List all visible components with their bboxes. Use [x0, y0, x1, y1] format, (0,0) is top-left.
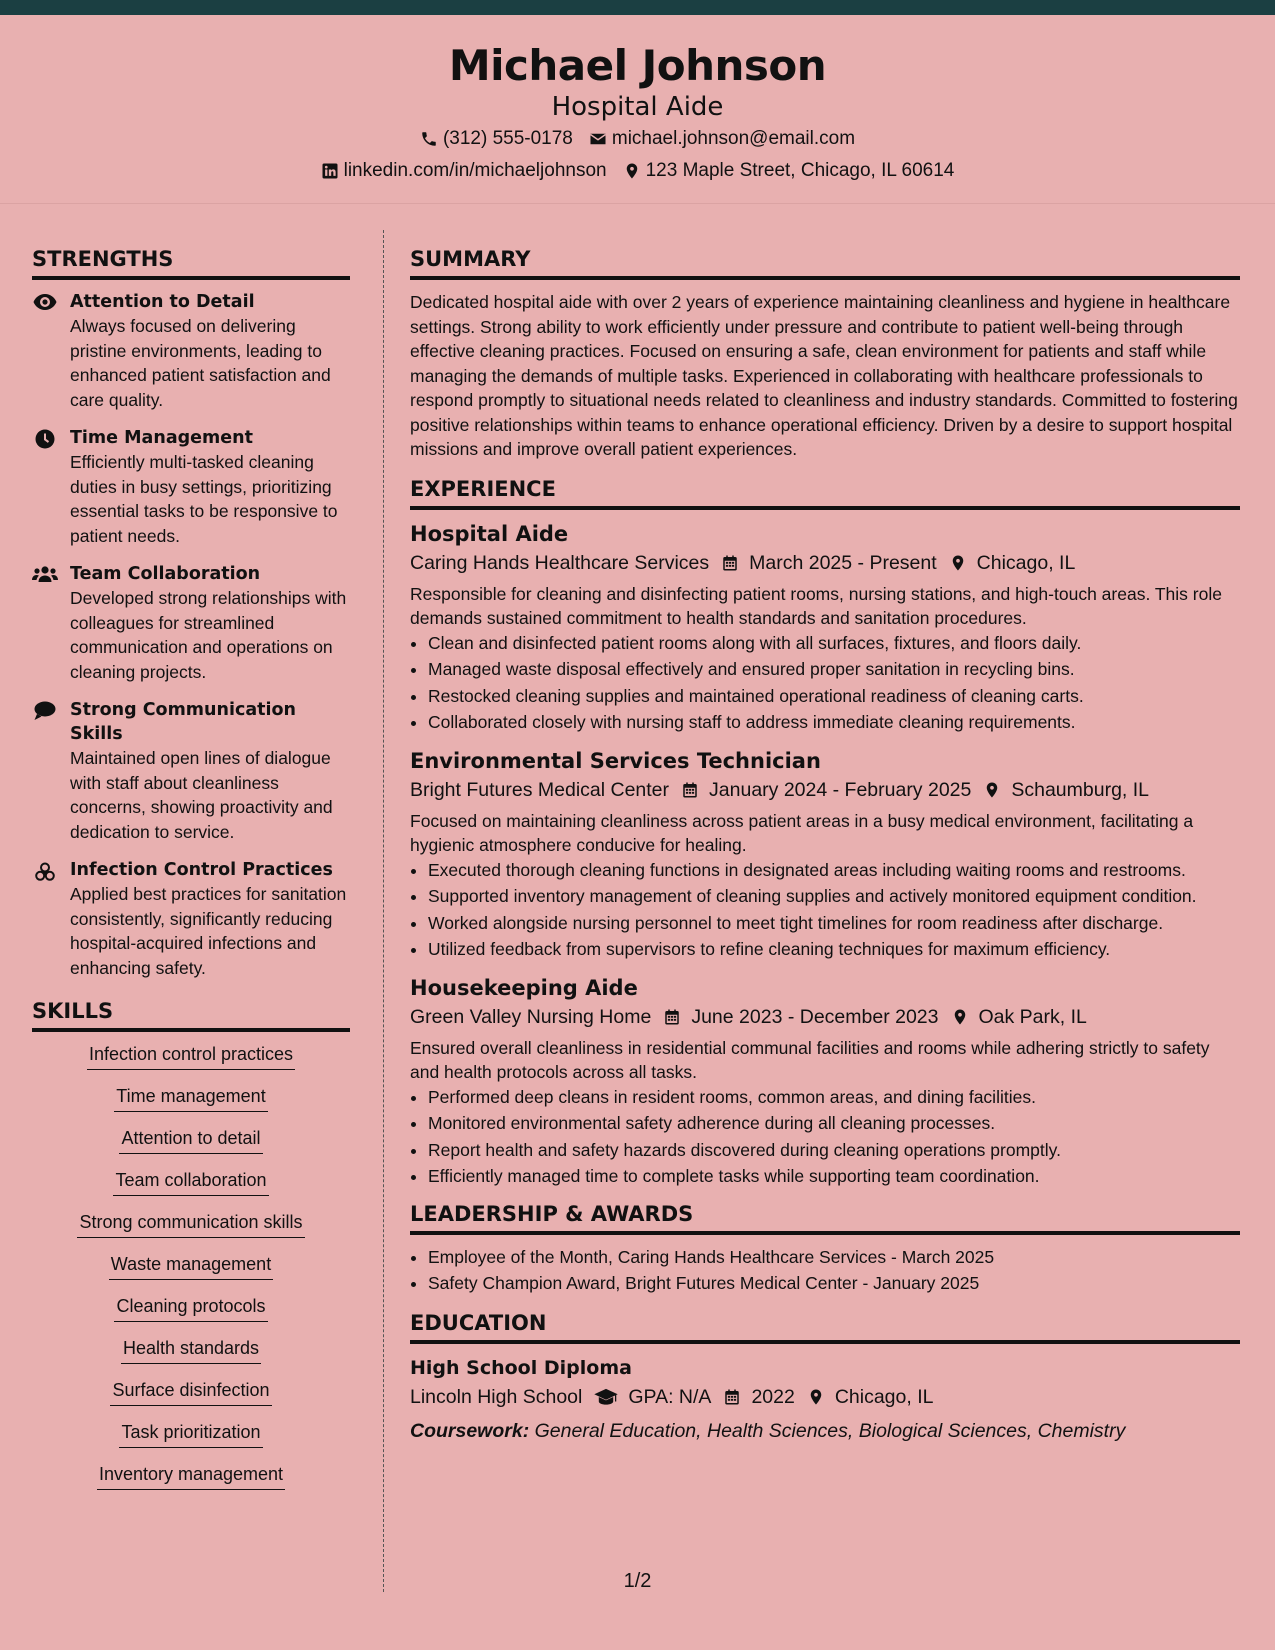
- awards-list: [410, 1245, 1240, 1296]
- address-text: 123 Maple Street, Chicago, IL 60614: [645, 160, 955, 181]
- map-pin-icon: [949, 554, 967, 572]
- list-item: • Worked alongside nursing personnel to meet tight timelines for room readiness after discharge.: [428, 911, 1240, 936]
- strength-item: [32, 562, 350, 684]
- linkedin-text: linkedin.com/in/michaeljohnson: [343, 160, 607, 181]
- candidate-title: Hospital Aide: [551, 92, 724, 122]
- job-meta: [410, 775, 1240, 805]
- users-icon: [32, 565, 58, 583]
- header-separator: [0, 203, 1275, 204]
- map-pin-icon: [623, 162, 641, 180]
- skill-tag: Infection control practices: [87, 1042, 295, 1070]
- contact-row-1: [0, 123, 1275, 155]
- strength-item: [32, 698, 350, 844]
- calendar-icon: [681, 781, 699, 799]
- coursework: [410, 1416, 1240, 1446]
- biohazard-icon: [34, 861, 56, 883]
- skills-heading: SKILLS: [32, 998, 350, 1032]
- skill-tag: Team collaboration: [113, 1168, 268, 1196]
- strength-name: Infection Control Practices: [70, 860, 333, 880]
- list-item: • Efficiently managed time to complete tasks while supporting team coordination.: [428, 1164, 1240, 1189]
- job-description: Ensured overall cleanliness in residential communal facilities and rooms while adhering strictly to safety and health protocols across all tasks.: [410, 1037, 1210, 1082]
- job-dates: January 2024 - February 2025: [709, 778, 972, 801]
- right-column: [410, 246, 1240, 1446]
- list-item: • Clean and disinfected patient rooms along with all surfaces, fixtures, and floors daily.: [428, 631, 1240, 656]
- summary-text: Dedicated hospital aide with over 2 years of experience maintaining cleanliness and hygiene in healthcare settings. Strong ability to work efficiently under pressure and contribute to patient well-being through effective cleaning practices. Focused on ensuring a safe, clean environment for patients and staff while managing the demands of multiple tasks. Experienced in collaborating with healthcare professionals to respond promptly to situational needs related to cleanliness and industry standards. Committed to fostering positive relationships within teams to enhance operational efficiency. Driven by a desire to support hospital missions and improve overall patient experiences.: [410, 292, 1238, 459]
- skills-list: [32, 1042, 350, 1504]
- email-contact[interactable]: [589, 123, 855, 155]
- page-number: 1/2: [623, 1570, 652, 1592]
- job-title: Hospital Aide: [410, 521, 569, 546]
- calendar-icon: [723, 1388, 741, 1406]
- job-description: Responsible for cleaning and disinfecting patient rooms, nursing stations, and high-touch areas. This role demands sustained commitment to health standards and sanitation procedures.: [410, 583, 1222, 628]
- list-item: • Restocked cleaning supplies and maintained operational readiness of cleaning carts.: [428, 684, 1240, 709]
- column-divider: [383, 230, 384, 1592]
- company-name: Bright Futures Medical Center: [410, 778, 670, 801]
- map-pin-icon: [983, 781, 1001, 799]
- graduation-year: 2022: [751, 1385, 795, 1408]
- map-pin-icon: [807, 1388, 825, 1406]
- contact-row-2: [0, 155, 1275, 187]
- strength-item: [32, 290, 350, 412]
- list-item: • Monitored environmental safety adherence during all cleaning processes.: [428, 1111, 1240, 1136]
- list-item: • Safety Champion Award, Bright Futures Medical Center - January 2025: [428, 1271, 1240, 1296]
- job-title: Housekeeping Aide: [410, 975, 638, 1000]
- awards-heading: LEADERSHIP & AWARDS: [410, 1201, 1240, 1235]
- skill-tag: Cleaning protocols: [114, 1294, 267, 1322]
- strength-name: Attention to Detail: [70, 292, 255, 312]
- job-location: Chicago, IL: [976, 551, 1076, 574]
- strength-name: Time Management: [70, 428, 253, 448]
- candidate-name: Michael Johnson: [448, 41, 827, 90]
- skill-tag: Health standards: [121, 1336, 261, 1364]
- job-entry: [410, 974, 1240, 1189]
- gpa-text: GPA: N/A: [628, 1385, 712, 1408]
- eye-icon: [33, 293, 57, 311]
- list-item: • Employee of the Month, Caring Hands Healthcare Services - March 2025: [428, 1245, 1240, 1270]
- job-entry: [410, 747, 1240, 962]
- list-item: • Supported inventory management of cleaning supplies and actively monitored equipment condition.: [428, 884, 1240, 909]
- list-item: • Managed waste disposal effectively and ensured proper sanitation in recycling bins.: [428, 657, 1240, 682]
- skill-tag: Strong communication skills: [77, 1210, 304, 1238]
- email-text: michael.johnson@email.com: [611, 128, 856, 149]
- job-title: Environmental Services Technician: [410, 748, 821, 773]
- education-heading: EDUCATION: [410, 1310, 1240, 1344]
- top-bar: [0, 0, 1275, 15]
- list-item: • Collaborated closely with nursing staff to address immediate cleaning requirements.: [428, 710, 1240, 735]
- list-item: • Executed thorough cleaning functions in designated areas including waiting rooms and restrooms.: [428, 858, 1240, 883]
- strength-item: [32, 858, 350, 980]
- skill-tag: Task prioritization: [119, 1420, 262, 1448]
- job-description: Focused on maintaining cleanliness across patient areas in a busy medical environment, facilitating a hygienic atmosphere conducive for healing.: [410, 810, 1194, 855]
- skill-tag: Surface disinfection: [110, 1378, 271, 1406]
- strength-name: Team Collaboration: [70, 564, 261, 584]
- phone-contact[interactable]: [420, 123, 573, 155]
- phone-text: (312) 555-0178: [442, 128, 573, 149]
- clock-icon: [35, 429, 55, 449]
- list-item: • Performed deep cleans in resident rooms, common areas, and dining facilities.: [428, 1085, 1240, 1110]
- calendar-icon: [663, 1008, 681, 1026]
- strength-desc: Applied best practices for sanitation consistently, significantly reducing hospital-acquired infections and enhancing safety.: [70, 884, 347, 978]
- skill-tag: Waste management: [109, 1252, 273, 1280]
- job-dates: March 2025 - Present: [749, 551, 937, 574]
- linkedin-icon: [321, 162, 339, 180]
- job-bullets: [410, 1085, 1240, 1189]
- job-location: Oak Park, IL: [978, 1005, 1087, 1028]
- job-entry: [410, 520, 1240, 735]
- map-pin-icon: [951, 1008, 969, 1026]
- coursework-text: General Education, Health Sciences, Biological Sciences, Chemistry: [534, 1419, 1126, 1442]
- company-name: Caring Hands Healthcare Services: [410, 551, 710, 574]
- strength-desc: Always focused on delivering pristine environments, leading to enhanced patient satisfaction and care quality.: [70, 316, 331, 410]
- coursework-label: Coursework:: [410, 1419, 530, 1442]
- experience-heading: EXPERIENCE: [410, 476, 1240, 510]
- strength-desc: Developed strong relationships with colleagues for streamlined communication and operations on cleaning projects.: [70, 588, 347, 682]
- strength-desc: Efficiently multi-tasked cleaning duties in busy settings, prioritizing essential tasks to be responsive to patient needs.: [70, 452, 338, 546]
- address-contact: [623, 155, 955, 187]
- list-item: • Report health and safety hazards discovered during cleaning operations promptly.: [428, 1138, 1240, 1163]
- school-location: Chicago, IL: [834, 1385, 934, 1408]
- skill-tag: Attention to detail: [119, 1126, 262, 1154]
- degree-title: High School Diploma: [410, 1356, 632, 1379]
- skill-tag: Time management: [114, 1084, 267, 1112]
- left-column: [32, 246, 350, 1504]
- job-meta: [410, 548, 1240, 578]
- graduation-cap-icon: [594, 1388, 618, 1406]
- job-meta: [410, 1002, 1240, 1032]
- job-location: Schaumburg, IL: [1011, 778, 1150, 801]
- company-name: Green Valley Nursing Home: [410, 1005, 652, 1028]
- strength-item: [32, 426, 350, 548]
- phone-icon: [420, 130, 438, 148]
- job-bullets: [410, 858, 1240, 962]
- education-meta: [410, 1382, 1240, 1412]
- summary-heading: SUMMARY: [410, 246, 1240, 280]
- resume-header: [0, 15, 1275, 181]
- envelope-icon: [589, 130, 607, 148]
- list-item: • Utilized feedback from supervisors to refine cleaning techniques for maximum efficiency.: [428, 937, 1240, 962]
- skill-tag: Inventory management: [97, 1462, 285, 1490]
- school-name: Lincoln High School: [410, 1385, 583, 1408]
- job-bullets: [410, 631, 1240, 735]
- job-dates: June 2023 - December 2023: [691, 1005, 939, 1028]
- speech-bubble-icon: [34, 701, 56, 721]
- strength-name: Strong Communication Skills: [70, 700, 296, 744]
- strength-desc: Maintained open lines of dialogue with staff about cleanliness concerns, showing proactivity and dedication to service.: [70, 748, 333, 842]
- calendar-icon: [721, 554, 739, 572]
- linkedin-contact[interactable]: [321, 155, 607, 187]
- strengths-heading: STRENGTHS: [32, 246, 350, 280]
